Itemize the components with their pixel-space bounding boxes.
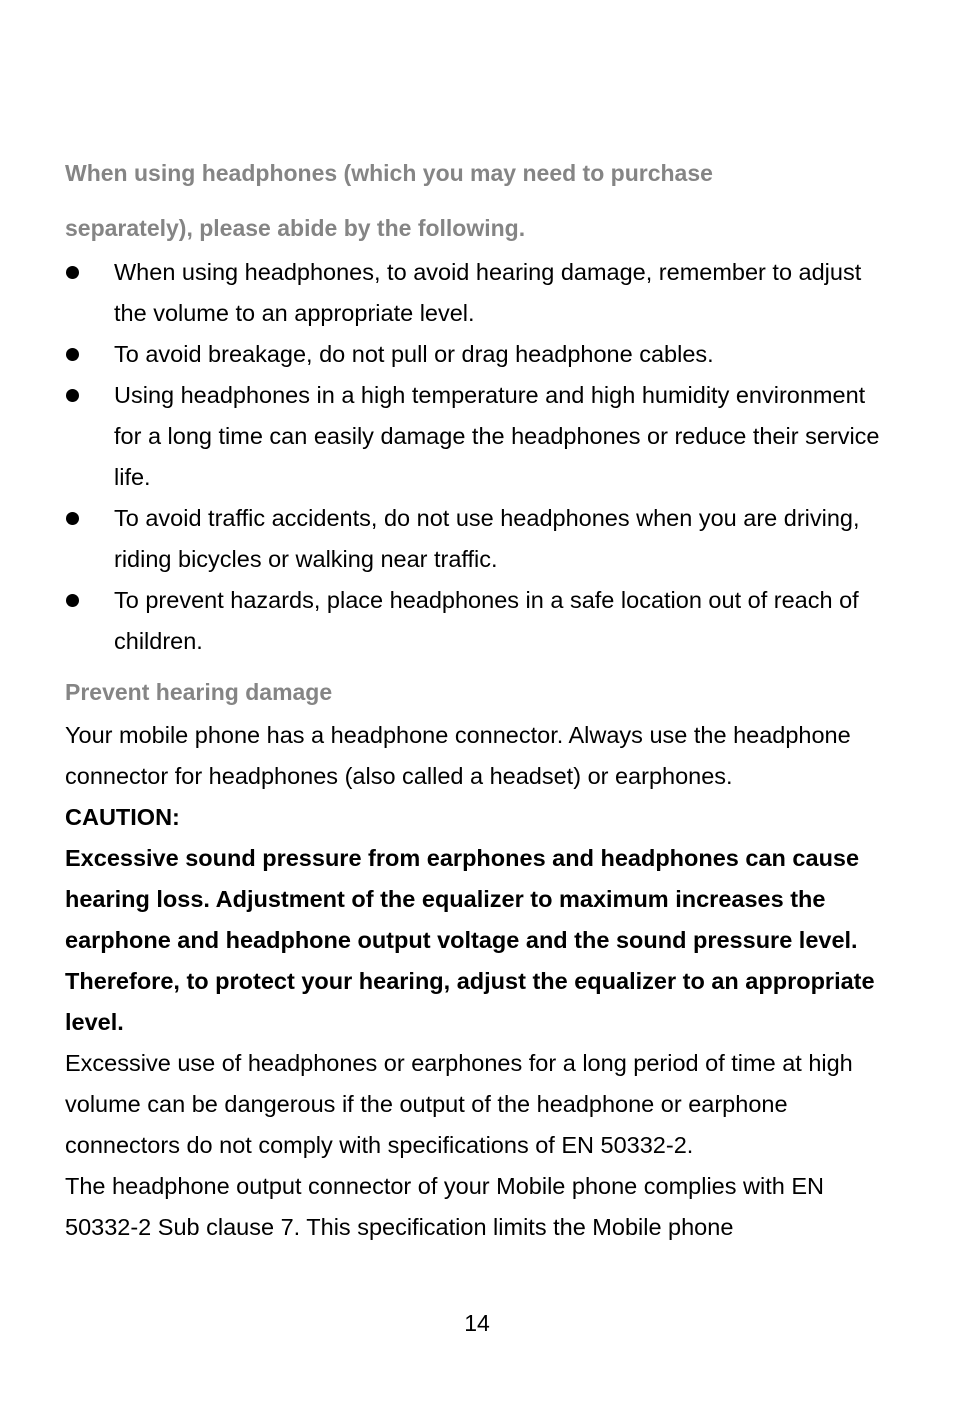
bullet-icon bbox=[66, 512, 79, 525]
intro-heading bbox=[65, 146, 895, 256]
list-item bbox=[65, 252, 895, 334]
list-item-text: To avoid breakage, do not pull or drag headphone cables. bbox=[114, 341, 714, 367]
list-item bbox=[65, 498, 895, 580]
prevent-hearing-damage-section bbox=[65, 672, 895, 1248]
list-item-text: Using headphones in a high temperature and high humidity environment for a long time can easily damage the headphones or reduce their service life. bbox=[114, 382, 880, 490]
bullet-icon bbox=[66, 348, 79, 361]
list-item-text: When using headphones, to avoid hearing damage, remember to adjust the volume to an appropriate level. bbox=[114, 259, 862, 326]
list-item bbox=[65, 580, 895, 662]
bullet-icon bbox=[66, 594, 79, 607]
compliance-paragraph: The headphone output connector of your Mobile phone complies with EN 50332-2 Sub clause 7. This specification limits the Mobile phone bbox=[65, 1173, 824, 1240]
list-item-text: To avoid traffic accidents, do not use headphones when you are driving, riding bicycles or walking near traffic. bbox=[114, 505, 860, 572]
list-item-text: To prevent hazards, place headphones in a safe location out of reach of children. bbox=[114, 587, 859, 654]
caution-label: CAUTION: bbox=[65, 804, 180, 830]
page-number: 14 bbox=[464, 1310, 490, 1336]
caution-text: Excessive sound pressure from earphones and headphones can cause hearing loss. Adjustment of the equalizer to maximum increases the earphone and headphone output voltage and the sound pressure level. Therefore, to protect your hearing, adjust the equalizer to an appropriate level. bbox=[65, 845, 875, 1035]
excessive-use-paragraph: Excessive use of headphones or earphones for a long period of time at high volume can be dangerous if the output of the headphone or earphone connectors do not comply with specifications of EN 50332-2. bbox=[65, 1050, 853, 1158]
headphone-guidelines-list bbox=[65, 252, 895, 662]
list-item bbox=[65, 375, 895, 498]
intro-heading-line-1: When using headphones (which you may need to purchase bbox=[65, 160, 713, 186]
bullet-icon bbox=[66, 389, 79, 402]
bullet-icon bbox=[66, 266, 79, 279]
section-heading: Prevent hearing damage bbox=[65, 679, 333, 705]
connector-paragraph: Your mobile phone has a headphone connector. Always use the headphone connector for headphones (also called a headset) or earphones. bbox=[65, 722, 851, 789]
intro-heading-line-2: separately), please abide by the following. bbox=[65, 215, 526, 241]
list-item bbox=[65, 334, 895, 375]
